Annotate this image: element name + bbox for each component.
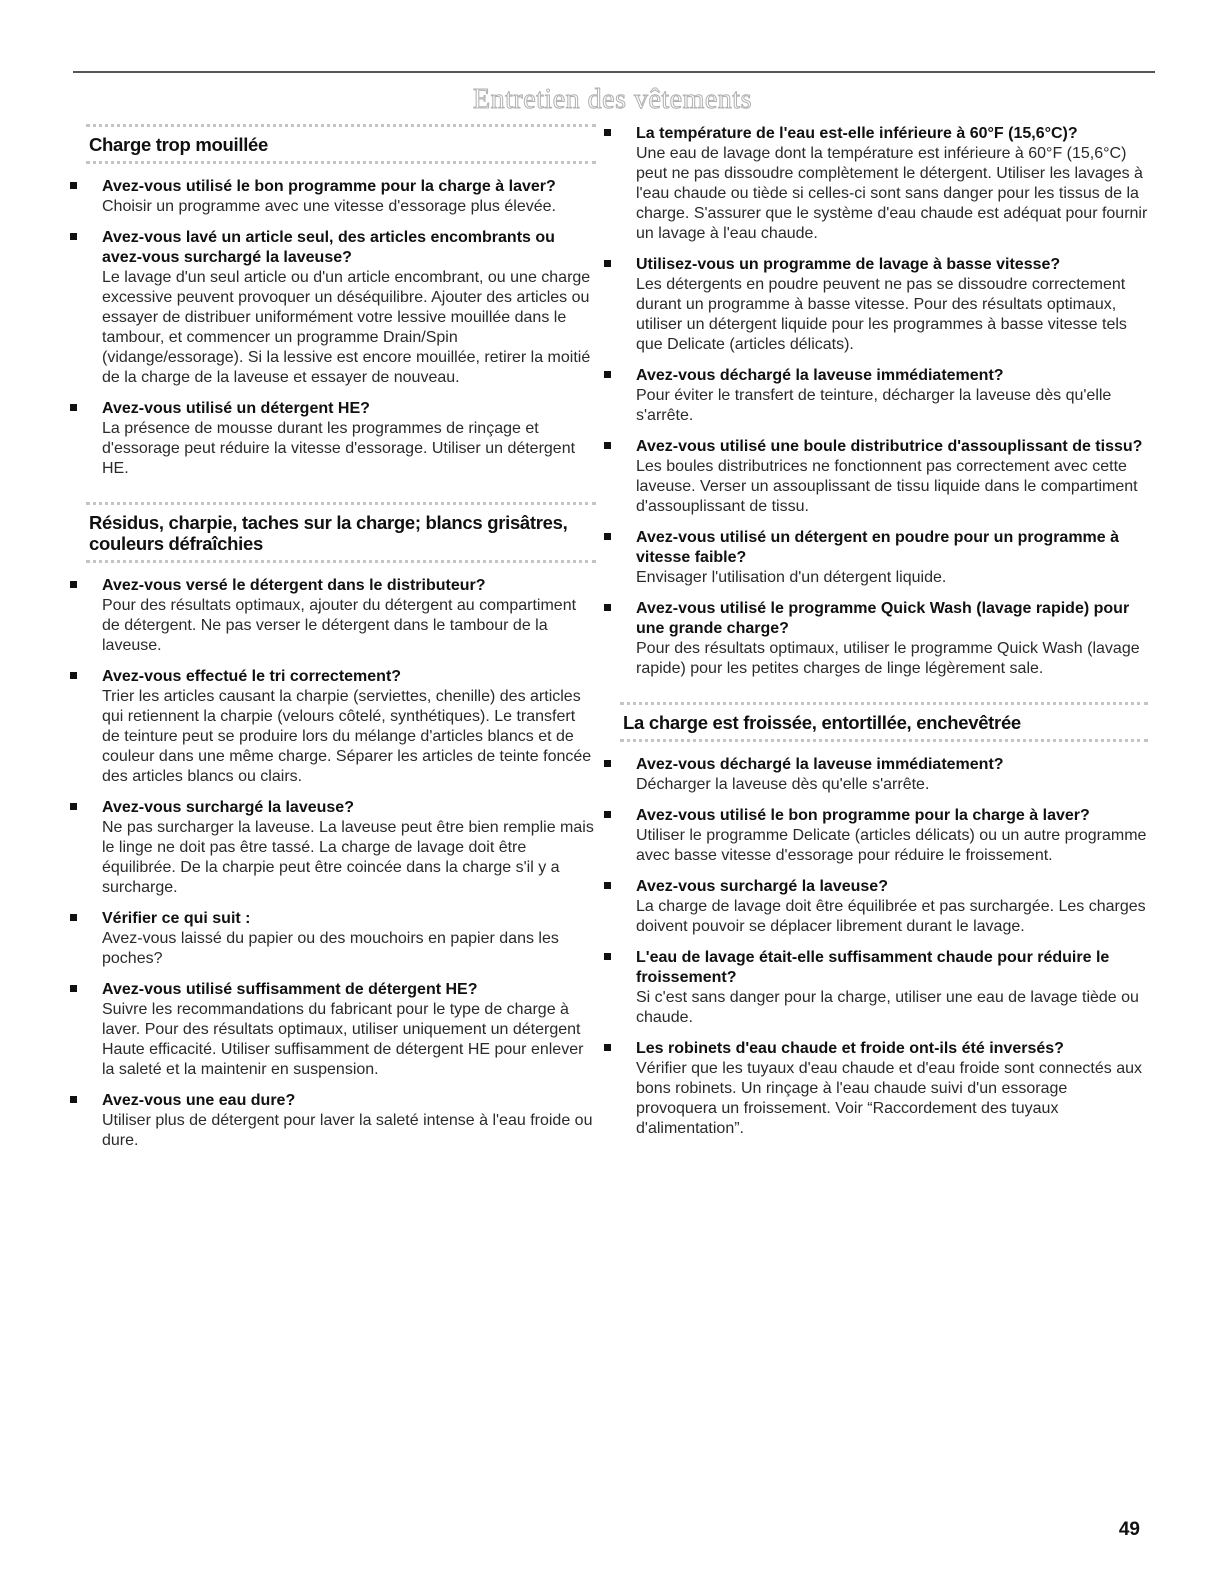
question: Avez-vous utilisé le bon programme pour la charge à laver? (636, 807, 1090, 824)
list-item (86, 667, 596, 787)
answer: Choisir un programme avec une vitesse d'essorage plus élevée. (102, 198, 556, 215)
continued-items (620, 124, 1148, 679)
answer: Une eau de lavage dont la température est inférieure à 60°F (15,6°C) peut ne pas dissoudre complètement le détergent. Utiliser les lavages à l'eau chaude ou tiède si celles-ci sont sans danger pour les tissus de la charge. S'assurer que le système d'eau chaude est adéquat pour fournir un lavage à l'eau chaude. (636, 145, 1148, 242)
answer: La présence de mousse durant les programmes de rinçage et d'essorage peut réduire la vitesse d'essorage. Utiliser un détergent HE. (102, 420, 576, 477)
list-item (620, 1039, 1148, 1139)
question: Les robinets d'eau chaude et froide ont-ils été inversés? (636, 1040, 1064, 1057)
list-item (620, 948, 1148, 1028)
list-item (86, 177, 596, 217)
question: Avez-vous surchargé la laveuse? (102, 799, 354, 816)
bullet-icon (604, 1044, 611, 1051)
bullet-icon (604, 604, 611, 611)
page-title: Entretien des vêtements (473, 84, 752, 115)
top-rule (73, 71, 1155, 73)
question: Avez-vous utilisé un détergent en poudre pour un programme à vitesse faible? (636, 529, 1120, 566)
question: Avez-vous utilisé suffisamment de détergent HE? (102, 981, 478, 998)
list-item (86, 798, 596, 898)
question: Avez-vous lavé un article seul, des articles encombrants ou avez-vous surchargé la laveuse? (102, 229, 555, 266)
list-item (86, 399, 596, 479)
answer: Trier les articles causant la charpie (serviettes, chenille) des articles qui retiennent la charpie (velours côtelé, synthétiques). Le transfert de teinture peut se produire lors du mélange d'articles blancs et de couleur dans une même charge. Séparer les articles de teinte foncée des articles blancs ou clairs. (102, 688, 592, 785)
section-title: Charge trop mouillée (89, 134, 269, 155)
question: Avez-vous utilisé le bon programme pour la charge à laver? (102, 178, 556, 195)
bullet-icon (70, 182, 77, 189)
question: Avez-vous versé le détergent dans le distributeur? (102, 577, 486, 594)
question: Avez-vous utilisé le programme Quick Wash (lavage rapide) pour une grande charge? (636, 600, 1130, 637)
answer: Pour éviter le transfert de teinture, décharger la laveuse dès qu'elle s'arrête. (636, 387, 1112, 424)
bullet-icon (604, 129, 611, 136)
answer: Pour des résultats optimaux, utiliser le programme Quick Wash (lavage rapide) pour les petites charges de linge légèrement sale. (636, 640, 1140, 677)
list-item (86, 228, 596, 388)
section-charge-trop-mouillee (86, 124, 596, 479)
list-item (86, 576, 596, 656)
answer: Vérifier que les tuyaux d'eau chaude et d'eau froide sont connectés aux bons robinets. Un rinçage à l'eau chaude suivi d'un essorage provoquera un froissement. Voir “Raccordement des tuyaux d'alimentation”. (636, 1060, 1142, 1137)
answer: Décharger la laveuse dès qu'elle s'arrête. (636, 776, 930, 793)
bullet-icon (70, 233, 77, 240)
section-title: Résidus, charpie, taches sur la charge; blancs grisâtres, couleurs défraîchies (89, 512, 568, 554)
bullet-icon (70, 1096, 77, 1103)
answer: Utiliser le programme Delicate (articles délicats) ou un autre programme avec basse vitesse d'essorage pour réduire le froissement. (636, 827, 1147, 864)
bullet-icon (604, 371, 611, 378)
bullet-icon (70, 404, 77, 411)
question: Avez-vous utilisé un détergent HE? (102, 400, 370, 417)
bullet-icon (604, 811, 611, 818)
bullet-icon (604, 882, 611, 889)
answer: Si c'est sans danger pour la charge, utiliser une eau de lavage tiède ou chaude. (636, 989, 1139, 1026)
bullet-icon (604, 442, 611, 449)
answer: Les détergents en poudre peuvent ne pas se dissoudre correctement durant un programme à basse vitesse. Pour des résultats optimaux, utiliser un détergent liquide pour les programmes à basse vitesse tels que Delicate (articles délicats). (636, 276, 1127, 353)
section-title: La charge est froissée, entortillée, enchevêtrée (623, 712, 1021, 733)
bullet-icon (70, 985, 77, 992)
answer: Avez-vous laissé du papier ou des mouchoirs en papier dans les poches? (102, 930, 559, 967)
list-item (620, 528, 1148, 588)
question: Avez-vous effectué le tri correctement? (102, 668, 402, 685)
section-header (620, 702, 1148, 742)
bullet-icon (604, 260, 611, 267)
left-column (86, 124, 596, 1162)
bullet-icon (70, 914, 77, 921)
answer: Le lavage d'un seul article ou d'un article encombrant, ou une charge excessive peuvent provoquer un déséquilibre. Ajouter des articles ou essayer de distribuer uniformément votre lessive mouillée dans le tambour, et commencer un programme Drain/Spin (vidange/essorage). Si la lessive est encore mouillée, retirer la moitié de la charge de la laveuse et essayer de nouveau. (102, 269, 591, 386)
answer: Suivre les recommandations du fabricant pour le type de charge à laver. Pour des résultats optimaux, utiliser uniquement un détergent Haute efficacité. Utiliser suffisamment de détergent HE pour enlever la saleté et la maintenir en suspension. (102, 1001, 584, 1078)
list-item (620, 437, 1148, 517)
answer: Envisager l'utilisation d'un détergent liquide. (636, 569, 947, 586)
list-item (620, 366, 1148, 426)
right-column (620, 124, 1148, 1150)
bullet-icon (604, 533, 611, 540)
section-header (86, 502, 596, 563)
answer: La charge de lavage doit être équilibrée et pas surchargée. Les charges doivent pouvoir se déplacer librement durant le lavage. (636, 898, 1146, 935)
question: Avez-vous déchargé la laveuse immédiatement? (636, 756, 1004, 773)
question: Utilisez-vous un programme de lavage à basse vitesse? (636, 256, 1061, 273)
question: Avez-vous surchargé la laveuse? (636, 878, 888, 895)
section-residus-charpie (86, 502, 596, 1151)
list-item (86, 1091, 596, 1151)
answer: Pour des résultats optimaux, ajouter du détergent au compartiment de détergent. Ne pas verser le détergent dans le tambour de la laveuse. (102, 597, 577, 654)
bullet-icon (70, 581, 77, 588)
section-header (86, 124, 596, 164)
question: Vérifier ce qui suit : (102, 910, 251, 927)
question: La température de l'eau est-elle inférieure à 60°F (15,6°C)? (636, 125, 1078, 142)
list-item (620, 599, 1148, 679)
section-charge-froissee (620, 702, 1148, 1139)
bullet-icon (70, 672, 77, 679)
question: Avez-vous déchargé la laveuse immédiatement? (636, 367, 1004, 384)
bullet-icon (604, 760, 611, 767)
list-item (620, 255, 1148, 355)
bullet-icon (70, 803, 77, 810)
question: Avez-vous utilisé une boule distributrice d'assouplissant de tissu? (636, 438, 1143, 455)
list-item (86, 909, 596, 969)
question: L'eau de lavage était-elle suffisamment chaude pour réduire le froissement? (636, 949, 1110, 986)
page-number: 49 (1118, 1519, 1140, 1540)
list-item (620, 124, 1148, 244)
bullet-icon (604, 953, 611, 960)
list-item (86, 980, 596, 1080)
list-item (620, 755, 1148, 795)
answer: Utiliser plus de détergent pour laver la saleté intense à l'eau froide ou dure. (102, 1112, 593, 1149)
answer: Les boules distributrices ne fonctionnent pas correctement avec cette laveuse. Verser un assouplissant de tissu liquide dans le compartiment d'assouplissant de tissu. (636, 458, 1138, 515)
question: Avez-vous une eau dure? (102, 1092, 296, 1109)
list-item (620, 877, 1148, 937)
list-item (620, 806, 1148, 866)
answer: Ne pas surcharger la laveuse. La laveuse peut être bien remplie mais le linge ne doit pas être tassé. La charge de lavage doit être équilibrée. De la charpie peut être coincée dans la charge s'il y a surcharge. (102, 819, 594, 896)
